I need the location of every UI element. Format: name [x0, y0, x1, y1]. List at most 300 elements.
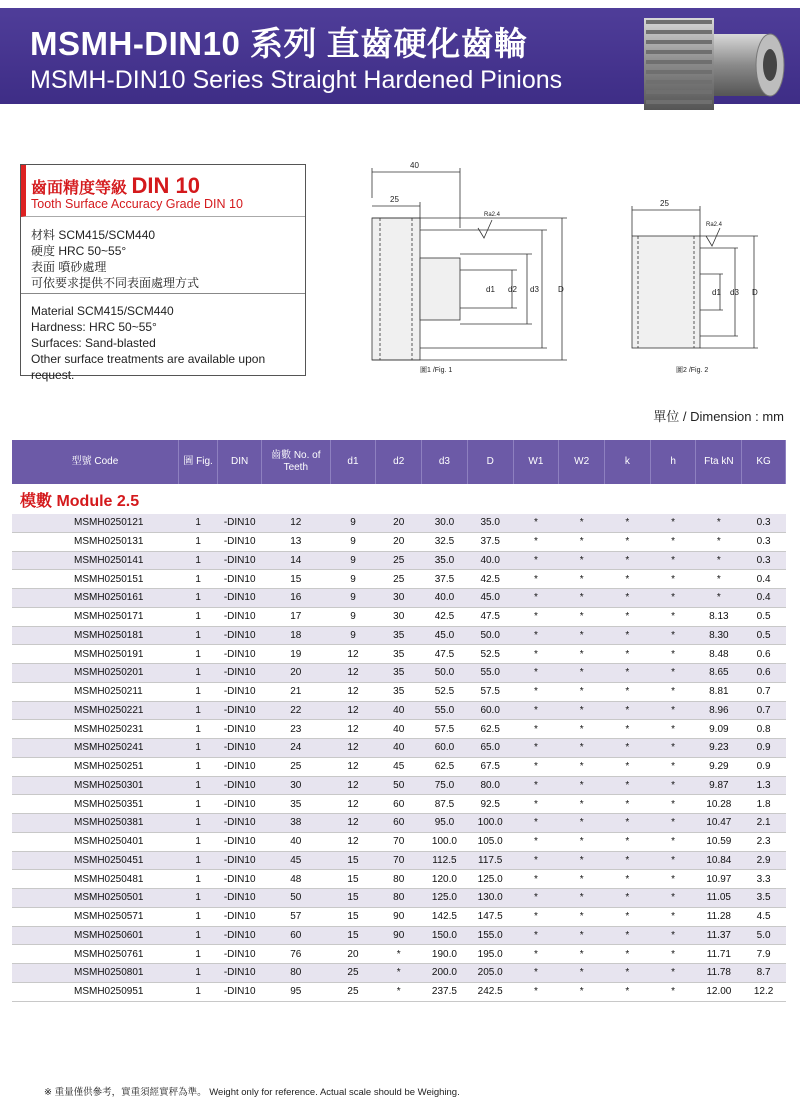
dimension-unit: 單位 / Dimension : mm [653, 409, 784, 424]
table-cell: * [605, 682, 651, 701]
column-header: h [650, 440, 696, 484]
table-cell: 9.09 [696, 720, 742, 739]
table-cell: 11.05 [696, 889, 742, 908]
table-cell: 30.0 [422, 514, 468, 532]
table-cell: * [650, 814, 696, 833]
table-cell: 90 [376, 926, 422, 945]
table-cell: 9 [330, 570, 376, 589]
table-cell: 1 [178, 870, 218, 889]
table-cell: 95 [262, 982, 331, 1001]
table-cell: 57.5 [467, 682, 513, 701]
table-cell: * [559, 757, 605, 776]
cell-code: MSMH0250241 [12, 739, 178, 758]
table-cell: 47.5 [467, 607, 513, 626]
table-cell: -DIN10 [218, 532, 262, 551]
table-cell: 13 [262, 532, 331, 551]
table-cell: * [559, 645, 605, 664]
table-cell: -DIN10 [218, 907, 262, 926]
table-cell: 12 [330, 814, 376, 833]
table-cell: * [605, 795, 651, 814]
table-cell: 0.3 [742, 532, 786, 551]
table-cell: * [605, 757, 651, 776]
table-cell: -DIN10 [218, 607, 262, 626]
pinion-spec-table [12, 440, 786, 1002]
fig1-label-d2: d2 [508, 285, 517, 294]
spec-en-line: Other surface treatments are available upon request. [31, 352, 266, 382]
table-cell: 1 [178, 907, 218, 926]
table-cell: * [696, 551, 742, 570]
table-cell: * [513, 570, 559, 589]
table-cell: 10.59 [696, 832, 742, 851]
table-cell: 42.5 [467, 570, 513, 589]
table-cell: 15 [330, 870, 376, 889]
table-cell: 1 [178, 926, 218, 945]
table-cell: 0.9 [742, 739, 786, 758]
table-cell: 1 [178, 814, 218, 833]
table-cell: * [513, 551, 559, 570]
table-cell: 1 [178, 945, 218, 964]
table-cell: * [605, 851, 651, 870]
table-cell: * [513, 664, 559, 683]
table-cell: 40.0 [422, 589, 468, 608]
table-cell: 25 [330, 964, 376, 983]
table-cell: * [650, 682, 696, 701]
fig2-ra: Ra2.4 [706, 222, 723, 228]
table-cell: 12.2 [742, 982, 786, 1001]
table-cell: * [559, 926, 605, 945]
table-cell: * [513, 795, 559, 814]
cell-code: MSMH0250251 [12, 757, 178, 776]
table-cell: * [650, 701, 696, 720]
table-cell: * [650, 570, 696, 589]
table-cell: -DIN10 [218, 889, 262, 908]
table-cell: 155.0 [467, 926, 513, 945]
table-cell: 1 [178, 720, 218, 739]
table-cell: 100.0 [467, 814, 513, 833]
table-cell: * [559, 551, 605, 570]
table-cell: 80 [262, 964, 331, 983]
table-row [12, 701, 786, 720]
table-cell: 0.3 [742, 514, 786, 532]
table-cell: 76 [262, 945, 331, 964]
table-row [12, 889, 786, 908]
table-row [12, 795, 786, 814]
cell-code: MSMH0250191 [12, 645, 178, 664]
table-cell: 35 [376, 664, 422, 683]
table-cell: * [605, 720, 651, 739]
table-cell: 0.7 [742, 682, 786, 701]
table-cell: -DIN10 [218, 870, 262, 889]
spec-en-block [31, 303, 305, 383]
table-cell: 0.6 [742, 645, 786, 664]
table-cell: 1 [178, 982, 218, 1001]
table-cell: 10.97 [696, 870, 742, 889]
fig1-label-D: D [558, 285, 564, 294]
cell-code: MSMH0250121 [12, 514, 178, 532]
cell-code: MSMH0250401 [12, 832, 178, 851]
table-cell: 21 [262, 682, 331, 701]
table-cell: 195.0 [467, 945, 513, 964]
fig1-caption: 圖1 /Fig. 1 [420, 367, 453, 374]
table-cell: * [559, 570, 605, 589]
table-cell: 60.0 [467, 701, 513, 720]
spec-en-line: Hardness: HRC 50~55° [31, 320, 157, 334]
table-row [12, 514, 786, 532]
table-cell: * [605, 739, 651, 758]
table-cell: 30 [376, 607, 422, 626]
table-cell: * [513, 907, 559, 926]
table-cell: 190.0 [422, 945, 468, 964]
spec-divider [21, 293, 305, 294]
fig1-label-d3: d3 [530, 285, 539, 294]
table-cell: 0.9 [742, 757, 786, 776]
table-cell: 20 [376, 532, 422, 551]
table-cell: * [513, 851, 559, 870]
table-cell: 12 [330, 757, 376, 776]
table-cell: * [605, 889, 651, 908]
cell-code: MSMH0250501 [12, 889, 178, 908]
table-cell: * [605, 907, 651, 926]
table-cell: 200.0 [422, 964, 468, 983]
pinion-gear-icon [636, 0, 800, 120]
table-cell: * [559, 907, 605, 926]
table-cell: 0.3 [742, 551, 786, 570]
table-cell: 142.5 [422, 907, 468, 926]
table-cell: 0.4 [742, 589, 786, 608]
table-cell: * [559, 739, 605, 758]
table-cell: 50.0 [467, 626, 513, 645]
table-cell: * [559, 814, 605, 833]
table-cell: * [605, 926, 651, 945]
table-cell: 150.0 [422, 926, 468, 945]
table-cell: * [513, 701, 559, 720]
cell-code: MSMH0250141 [12, 551, 178, 570]
table-cell: 9 [330, 607, 376, 626]
table-cell: * [650, 832, 696, 851]
table-cell: * [559, 514, 605, 532]
table-cell: 60 [376, 814, 422, 833]
table-cell: 52.5 [422, 682, 468, 701]
table-cell: * [559, 682, 605, 701]
column-header: 型號 Code [12, 440, 178, 484]
table-cell: 55.0 [422, 701, 468, 720]
table-cell: 50.0 [422, 664, 468, 683]
table-cell: 1 [178, 589, 218, 608]
table-cell: 5.0 [742, 926, 786, 945]
spec-zh-line: 可依要求提供不同表面處理方式 [31, 276, 200, 290]
table-row [12, 964, 786, 983]
table-cell: 1 [178, 701, 218, 720]
table-cell: 80 [376, 889, 422, 908]
cell-code: MSMH0250801 [12, 964, 178, 983]
column-header: W1 [513, 440, 559, 484]
table-cell: * [559, 532, 605, 551]
table-cell: 12 [330, 664, 376, 683]
table-cell: * [650, 626, 696, 645]
fig1-dim-top: 40 [410, 161, 419, 170]
table-cell: * [650, 551, 696, 570]
table-cell: 57 [262, 907, 331, 926]
column-header: 圖 Fig. [178, 440, 218, 484]
table-cell: 60 [262, 926, 331, 945]
table-cell: * [650, 926, 696, 945]
table-cell: * [650, 851, 696, 870]
table-cell: 25 [376, 551, 422, 570]
table-cell: 3.5 [742, 889, 786, 908]
table-cell: 1 [178, 664, 218, 683]
column-header: W2 [559, 440, 605, 484]
table-cell: * [513, 514, 559, 532]
table-cell: * [559, 701, 605, 720]
table-cell: * [513, 589, 559, 608]
table-cell: 1 [178, 626, 218, 645]
cell-code: MSMH0250301 [12, 776, 178, 795]
table-cell: 25 [376, 570, 422, 589]
table-cell: * [605, 701, 651, 720]
table-cell: * [559, 776, 605, 795]
table-cell: -DIN10 [218, 795, 262, 814]
table-row [12, 814, 786, 833]
table-cell: * [559, 964, 605, 983]
table-cell: 1 [178, 964, 218, 983]
table-cell: * [513, 814, 559, 833]
table-row [12, 570, 786, 589]
table-cell: * [650, 964, 696, 983]
cell-code: MSMH0250481 [12, 870, 178, 889]
table-cell: * [605, 514, 651, 532]
cell-code: MSMH0250601 [12, 926, 178, 945]
table-cell: 50 [262, 889, 331, 908]
table-cell: 1 [178, 739, 218, 758]
table-cell: 7.9 [742, 945, 786, 964]
column-header: KG [742, 440, 786, 484]
table-cell: 1 [178, 551, 218, 570]
table-cell: -DIN10 [218, 945, 262, 964]
table-cell: 3.3 [742, 870, 786, 889]
table-cell: 1 [178, 889, 218, 908]
fig2-label-D: D [752, 288, 758, 297]
table-cell: * [513, 776, 559, 795]
table-cell: 9 [330, 626, 376, 645]
table-cell: * [650, 589, 696, 608]
table-cell: 237.5 [422, 982, 468, 1001]
table-cell: 8.65 [696, 664, 742, 683]
table-cell: 70 [376, 832, 422, 851]
table-cell: 35.0 [422, 551, 468, 570]
table-row [12, 776, 786, 795]
table-cell: 35 [376, 645, 422, 664]
cell-code: MSMH0250221 [12, 701, 178, 720]
table-cell: 45.0 [467, 589, 513, 608]
cell-code: MSMH0250181 [12, 626, 178, 645]
table-cell: * [559, 720, 605, 739]
column-header: d2 [376, 440, 422, 484]
table-cell: * [559, 607, 605, 626]
table-row [12, 607, 786, 626]
table-cell: * [513, 682, 559, 701]
fig2-label-d1: d1 [712, 288, 721, 297]
table-row [12, 982, 786, 1001]
fig2-caption: 圖2 /Fig. 2 [676, 367, 709, 374]
table-cell: * [696, 589, 742, 608]
table-cell: -DIN10 [218, 589, 262, 608]
table-cell: 50 [376, 776, 422, 795]
table-cell: 120.0 [422, 870, 468, 889]
table-cell: 242.5 [467, 982, 513, 1001]
table-cell: * [696, 532, 742, 551]
table-cell: 40 [262, 832, 331, 851]
table-cell: * [605, 607, 651, 626]
table-cell: * [559, 945, 605, 964]
table-row [12, 870, 786, 889]
spec-zh-line: 硬度 HRC 50~55° [31, 244, 127, 258]
table-cell: 9 [330, 589, 376, 608]
figure-2-drawing [608, 196, 778, 378]
table-cell: 15 [330, 889, 376, 908]
table-cell: 55.0 [467, 664, 513, 683]
table-cell: * [605, 814, 651, 833]
table-cell: 1 [178, 682, 218, 701]
table-row [12, 532, 786, 551]
fig1-ra: Ra2.4 [484, 212, 501, 218]
table-cell: * [650, 514, 696, 532]
table-cell: 12.00 [696, 982, 742, 1001]
spec-zh-line: 材料 SCM415/SCM440 [31, 228, 156, 242]
table-cell: * [650, 776, 696, 795]
column-header: D [467, 440, 513, 484]
footer-note: ※ 重量僅供參考，實重須經實秤為準。 Weight only for reference. Actual scale should be Weighing. [44, 1087, 460, 1098]
table-cell: * [650, 532, 696, 551]
table-cell: 8.13 [696, 607, 742, 626]
table-cell: 0.5 [742, 626, 786, 645]
cell-code: MSMH0250351 [12, 795, 178, 814]
table-cell: 100.0 [422, 832, 468, 851]
table-cell: 9 [330, 551, 376, 570]
table-cell: 147.5 [467, 907, 513, 926]
table-cell: 9.87 [696, 776, 742, 795]
table-cell: * [605, 832, 651, 851]
table-cell: 35 [262, 795, 331, 814]
table-cell: * [650, 720, 696, 739]
page-title-en: MSMH-DIN10 Series Straight Hardened Pinions [30, 66, 563, 94]
grade-title-zh: 齒面精度等級 [31, 180, 128, 197]
table-cell: -DIN10 [218, 682, 262, 701]
fig2-label-d3: d3 [730, 288, 739, 297]
table-cell: * [605, 664, 651, 683]
table-cell: 47.5 [422, 645, 468, 664]
table-cell: * [513, 926, 559, 945]
cell-code: MSMH0250761 [12, 945, 178, 964]
table-cell: * [605, 776, 651, 795]
table-cell: 17 [262, 607, 331, 626]
table-cell: * [696, 514, 742, 532]
table-cell: -DIN10 [218, 926, 262, 945]
table-cell: 70 [376, 851, 422, 870]
table-cell: * [559, 982, 605, 1001]
spec-zh-line: 表面 噴砂處理 [31, 260, 107, 274]
table-cell: 1 [178, 514, 218, 532]
table-cell: 20 [330, 945, 376, 964]
table-cell: 1 [178, 832, 218, 851]
table-cell: 125.0 [467, 870, 513, 889]
spec-en-line: Surfaces: Sand-blasted [31, 336, 156, 350]
table-cell: 12 [330, 832, 376, 851]
table-cell: 12 [330, 739, 376, 758]
table-cell: 40.0 [467, 551, 513, 570]
table-cell: * [376, 982, 422, 1001]
table-row [12, 589, 786, 608]
module-row [12, 484, 786, 514]
table-cell: * [376, 945, 422, 964]
table-cell: 8.30 [696, 626, 742, 645]
table-cell: 0.5 [742, 607, 786, 626]
table-cell: -DIN10 [218, 832, 262, 851]
table-cell: * [650, 645, 696, 664]
table-cell: * [650, 739, 696, 758]
table-cell: -DIN10 [218, 776, 262, 795]
table-cell: * [559, 795, 605, 814]
table-cell: 1 [178, 776, 218, 795]
spec-en-line: Material SCM415/SCM440 [31, 304, 174, 318]
table-cell: * [513, 607, 559, 626]
cell-code: MSMH0250381 [12, 814, 178, 833]
table-cell: * [513, 889, 559, 908]
table-cell: 9 [330, 532, 376, 551]
cell-code: MSMH0250201 [12, 664, 178, 683]
table-row [12, 945, 786, 964]
table-cell: 20 [376, 514, 422, 532]
table-cell: 12 [262, 514, 331, 532]
table-cell: * [559, 870, 605, 889]
table-cell: 9 [330, 514, 376, 532]
table-cell: 32.5 [422, 532, 468, 551]
table-cell: 1 [178, 795, 218, 814]
column-header: k [605, 440, 651, 484]
column-header: Fta kN [696, 440, 742, 484]
table-cell: 20 [262, 664, 331, 683]
table-cell: 45 [376, 757, 422, 776]
cell-code: MSMH0250161 [12, 589, 178, 608]
cell-code: MSMH0250951 [12, 982, 178, 1001]
table-cell: 45.0 [422, 626, 468, 645]
table-cell: 11.28 [696, 907, 742, 926]
table-cell: 130.0 [467, 889, 513, 908]
figure-1-drawing [352, 158, 592, 378]
table-cell: 30 [262, 776, 331, 795]
table-cell: * [559, 626, 605, 645]
table-cell: -DIN10 [218, 964, 262, 983]
table-cell: 11.78 [696, 964, 742, 983]
cell-code: MSMH0250211 [12, 682, 178, 701]
table-cell: 11.71 [696, 945, 742, 964]
table-cell: 22 [262, 701, 331, 720]
table-row [12, 851, 786, 870]
table-cell: * [605, 570, 651, 589]
table-cell: * [605, 645, 651, 664]
table-row [12, 926, 786, 945]
table-cell: 40 [376, 739, 422, 758]
table-cell: 35 [376, 682, 422, 701]
table-cell: 11.37 [696, 926, 742, 945]
table-row [12, 645, 786, 664]
table-cell: -DIN10 [218, 664, 262, 683]
table-cell: 14 [262, 551, 331, 570]
table-cell: * [650, 982, 696, 1001]
table-cell: 18 [262, 626, 331, 645]
table-cell: 0.8 [742, 720, 786, 739]
table-cell: * [605, 532, 651, 551]
table-cell: 112.5 [422, 851, 468, 870]
